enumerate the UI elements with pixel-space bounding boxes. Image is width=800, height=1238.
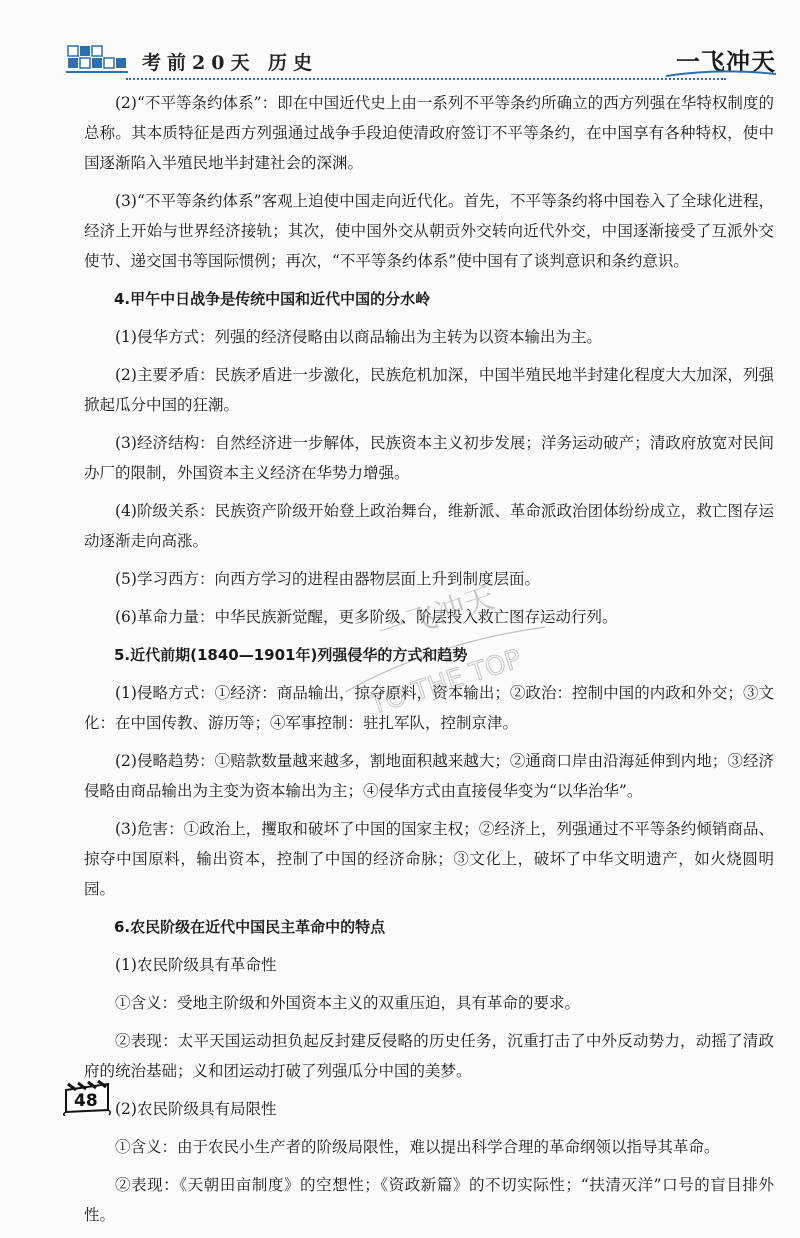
paragraph: (2)“不平等条约体系”：即在中国近代史上由一系列不平等条约所确立的西方列强在华特权制度的总称。其本质特征是西方列强通过战争手段迫使清政府签订不平等条约，在中国享有各种特权，使中国逐渐陷入半殖民地半封建社会的深渊。 — [84, 94, 774, 172]
paragraph: (2)农民阶级具有局限性 — [115, 1100, 277, 1118]
paragraph: (3)危害：①政治上，攫取和破坏了中国的国家主权；②经济上，列强通过不平等条约倾销商品、掠夺中国原料，输出资本，控制了中国的经济命脉；③文化上，破坏了中华文明遗产，如火烧圆明园。 — [84, 820, 774, 898]
paragraph: ②表现：太平天国运动担负起反封建反侵略的历史任务，沉重打击了中外反动势力，动摇了清政府的统治基础；义和团运动打破了列强瓜分中国的美梦。 — [84, 1032, 774, 1080]
paragraph: (3)经济结构：自然经济进一步解体，民族资本主义初步发展；洋务运动破产；清政府放宽对民间办厂的限制，外国资本主义经济在华势力增强。 — [84, 434, 774, 482]
watermark-en: TO THE TOP — [366, 644, 525, 722]
logo-blocks-icon — [66, 44, 128, 76]
watermark-stamp — [320, 578, 580, 738]
paragraph: ①含义：由于农民小生产者的阶级局限性，难以提出科学合理的革命纲领以指导其革命。 — [115, 1138, 720, 1156]
paragraph: (1)侵略方式：①经济：商品输出，掠夺原料，资本输出；②政治：控制中国的内政和外交；③文化：在中国传教、游历等；④军事控制：驻扎军队，控制京津。 — [84, 684, 774, 732]
paragraph: (2)主要矛盾：民族矛盾进一步激化，民族危机加深，中国半殖民地半封建化程度大大加深，列强掀起瓜分中国的狂潮。 — [84, 366, 774, 414]
section-heading: 4.甲午中日战争是传统中国和近代中国的分水岭 — [114, 290, 431, 308]
paragraph: ①含义：受地主阶级和外国资本主义的双重压迫，具有革命的要求。 — [115, 994, 581, 1012]
paragraph: (5)学习西方：向西方学习的进程由器物层面上升到制度层面。 — [115, 570, 540, 588]
section-heading: 6.农民阶级在近代中国民主革命中的特点 — [114, 918, 386, 936]
header-title: 考前20天 历史 — [142, 52, 319, 74]
paragraph: (2)侵略趋势：①赔款数量越来越多，割地面积越来越大；②通商口岸由沿海延伸到内地；③经济侵略由商品输出为主变为资本输出为主；④侵华方式由直接侵华变为“以华治华”。 — [84, 752, 774, 800]
paragraph: (3)“不平等条约体系”客观上迫使中国走向近代化。首先，不平等条约将中国卷入了全球化进程，经济上开始与世界经济接轨；其次，使中国外交从朝贡外交转向近代外交，中国逐渐接受了互派外交使节、递交国书等国际惯例；再次，“不平等条约体系”使中国有了谈判意识和条约意识。 — [84, 192, 774, 270]
watermark-cn: 一飞冲天 — [373, 580, 499, 651]
paragraph: (6)革命力量：中华民族新觉醒，更多阶级、阶层投入救亡图存运动行列。 — [115, 608, 618, 626]
paragraph: (4)阶级关系：民族资产阶级开始登上政治舞台，维新派、革命派政治团体纷纷成立，救亡图存运动逐渐走向高涨。 — [84, 502, 774, 550]
paragraph: (1)侵华方式：列强的经济侵略由以商品输出为主转为以资本输出为主。 — [115, 328, 602, 346]
brand-logo: 一飞冲天 — [676, 48, 776, 76]
header-divider — [126, 78, 726, 80]
paragraph: ②表现：《天朝田亩制度》的空想性；《资政新篇》的不切实际性；“扶清灭洋”口号的盲目排外性。 — [84, 1176, 774, 1224]
section-heading: 5.近代前期(1840—1901年)列强侵华的方式和趋势 — [114, 646, 468, 664]
page-number: 48 — [74, 1091, 98, 1111]
page-header — [66, 40, 776, 80]
brand-swoosh-icon — [666, 70, 776, 78]
paragraph: (1)农民阶级具有革命性 — [115, 956, 277, 974]
